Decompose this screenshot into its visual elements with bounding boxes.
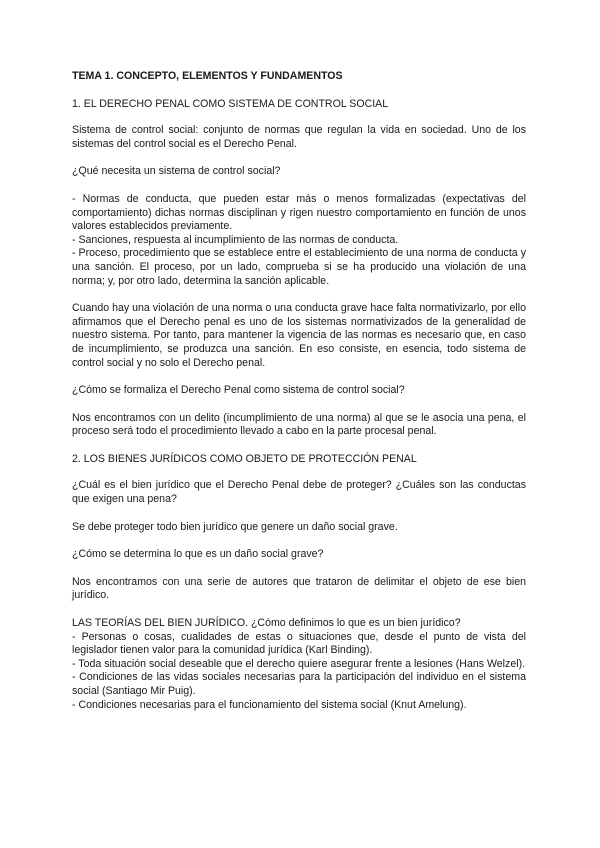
section-1-heading: 1. EL DERECHO PENAL COMO SISTEMA DE CONTROL SOCIAL — [72, 97, 389, 110]
theories-list — [72, 617, 526, 712]
list-item: - Proceso, procedimiento que se establece entre el establecimiento de una norma de conducta y una sanción. El proceso, por un lado, comprueba si se ha producido una violación de una norma; y, por otro lado, determina la sanción aplicable. — [72, 247, 526, 287]
section-2-paragraph-1: Se debe proteger todo bien jurídico que genere un daño social grave. — [72, 520, 398, 533]
list-item: - Toda situación social deseable que el derecho quiere asegurar frente a lesiones (Hans Welzel). — [72, 657, 526, 670]
section-2-heading: 2. LOS BIENES JURÍDICOS COMO OBJETO DE PROTECCIÓN PENAL — [72, 452, 417, 465]
section-1-paragraph-1: Sistema de control social: conjunto de normas que regulan la vida en sociedad. Uno de los sistemas del control social es el Derecho Penal. — [72, 124, 526, 150]
section-1-question-2: ¿Cómo se formaliza el Derecho Penal como sistema de control social? — [72, 384, 405, 397]
list-item: - Condiciones de las vidas sociales necesarias para la participación del individuo en el sistema social (Santiago Mir Puig). — [72, 671, 526, 697]
section-1-paragraph-3: Nos encontramos con un delito (incumplimiento de una norma) al que se le asocia una pena, el proceso será todo el procedimiento llevado a cabo en la parte procesal penal. — [72, 411, 526, 438]
document-title: TEMA 1. CONCEPTO, ELEMENTOS Y FUNDAMENTOS — [72, 70, 343, 82]
section-2-paragraph-2: Nos encontramos con una serie de autores que trataron de delimitar el objeto de ese bien jurídico. — [72, 575, 526, 602]
theories-heading: LAS TEORÍAS DEL BIEN JURÍDICO. ¿Cómo definimos lo que es un bien jurídico? — [72, 617, 461, 630]
list-item: - Personas o cosas, cualidades de estas o situaciones que, desde el punto de vista del legislador tienen valor para la comunidad jurídica (Karl Binding). — [72, 630, 526, 657]
section-2-question-2: ¿Cómo se determina lo que es un daño social grave? — [72, 548, 324, 561]
list-item: - Normas de conducta, que pueden estar más o menos formalizadas (expectativas del comportamiento) dichas normas disciplinan y rigen nuestro comportamiento en función de unos valores establecidos previamente. — [72, 192, 526, 233]
list-item: - Condiciones necesarias para el funcionamiento del sistema social (Knut Amelung). — [72, 698, 467, 711]
section-1-list — [72, 193, 526, 288]
section-1-question-1: ¿Qué necesita un sistema de control social? — [72, 165, 281, 178]
list-item: - Sanciones, respuesta al incumplimiento de las normas de conducta. — [72, 233, 399, 246]
section-2-question-1: ¿Cuál es el bien jurídico que el Derecho Penal debe de proteger? ¿Cuáles son las conductas que exigen una pena? — [72, 479, 526, 506]
document-page — [72, 70, 526, 726]
section-1-paragraph-2: Cuando hay una violación de una norma o una conducta grave hace falta normativizarlo, por ello afirmamos que el Derecho penal es uno de los sistemas normativizados de la generalidad de nuestro sistema. Por tanto, para mantener la vigencia de las normas es necesario que, en caso de incumplimiento, se produzca una sanción. En eso consiste, en esencia, todo sistema de control social y no solo el Derecho penal. — [72, 302, 526, 369]
